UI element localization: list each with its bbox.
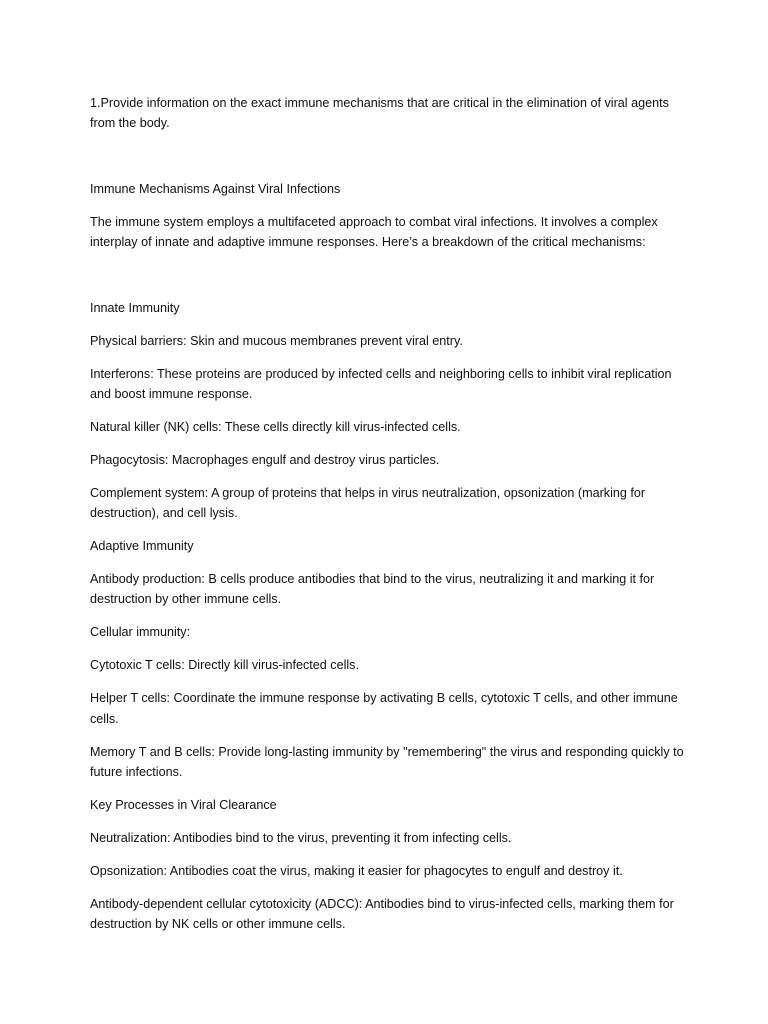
innate-item-nk-cells: Natural killer (NK) cells: These cells directly kill virus-infected cells. [90,420,461,434]
process-item-opsonization: Opsonization: Antibodies coat the virus, making it easier for phagocytes to engulf and destroy it. [90,863,623,878]
adaptive-item-cytotoxic-t: Cytotoxic T cells: Directly kill virus-infected cells. [90,658,359,673]
processes-heading: Key Processes in Viral Clearance [90,797,277,812]
innate-item-phagocytosis: Phagocytosis: Macrophages engulf and destroy virus particles. [90,453,440,467]
process-item-adcc: Antibody-dependent cellular cytotoxicity (ADCC): Antibodies bind to virus-infected cells, marking them for destruction by NK cells or other immune cells. [90,896,674,932]
innate-item-interferons: Interferons: These proteins are produced by infected cells and neighboring cells to inhibit viral replication and boost immune response. [90,366,672,401]
adaptive-heading: Adaptive Immunity [90,539,194,554]
innate-heading: Innate Immunity [90,300,180,315]
adaptive-item-antibody: Antibody production: B cells produce antibodies that bind to the virus, neutralizing it and marking it for destruction by other immune cells. [90,572,655,607]
process-item-neutralization: Neutralization: Antibodies bind to the virus, preventing it from infecting cells. [90,830,512,845]
main-heading: Immune Mechanisms Against Viral Infections [90,182,341,196]
question-paragraph: 1.Provide information on the exact immune mechanisms that are critical in the elimination of viral agents from the body. [90,96,669,131]
adaptive-item-memory-cells: Memory T and B cells: Provide long-lasting immunity by "remembering" the virus and responding quickly to future infections. [90,744,684,779]
cellular-immunity-heading: Cellular immunity: [90,625,191,640]
innate-item-complement: Complement system: A group of proteins that helps in virus neutralization, opsonization (marking for destruction), and cell lysis. [90,486,646,521]
intro-paragraph: The immune system employs a multifaceted approach to combat viral infections. It involves a complex interplay of innate and adaptive immune responses. Here’s a breakdown of the critical mechanisms: [90,215,658,250]
adaptive-item-helper-t: Helper T cells: Coordinate the immune response by activating B cells, cytotoxic T cells, and other immune cells. [90,691,678,726]
document-body [90,93,685,947]
innate-item-physical-barriers: Physical barriers: Skin and mucous membranes prevent viral entry. [90,333,463,348]
